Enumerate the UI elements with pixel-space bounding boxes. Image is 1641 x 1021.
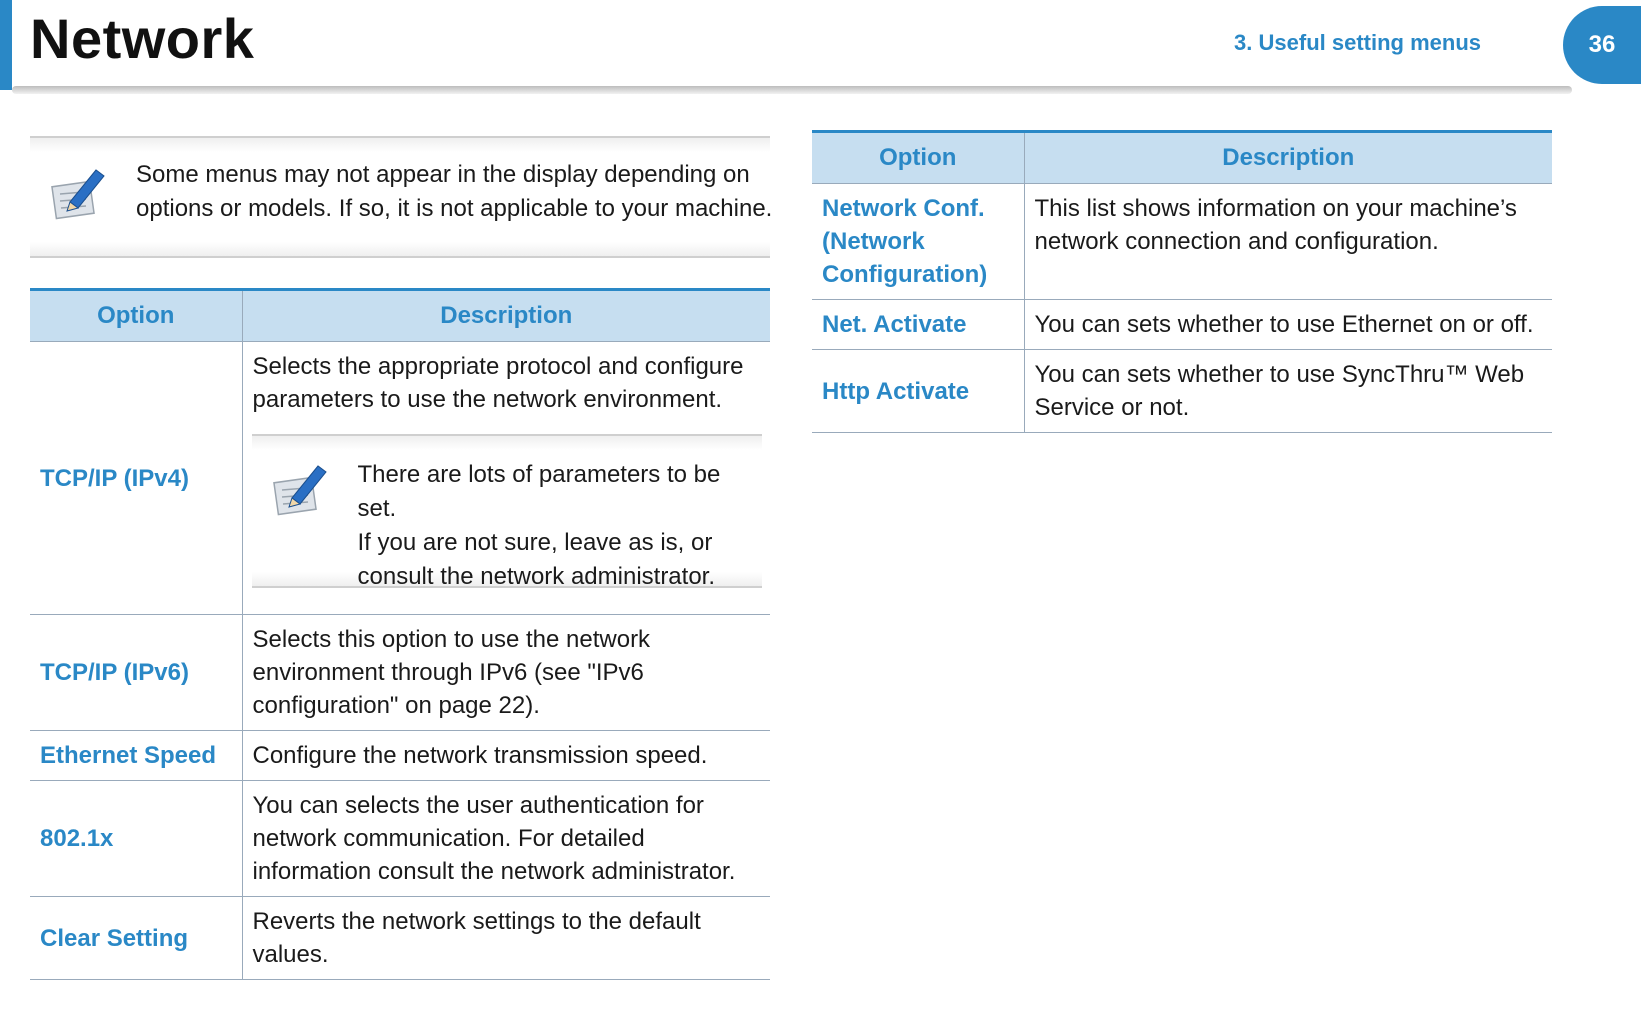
page-number-badge: 36: [1563, 6, 1641, 84]
option-name: Http Activate: [812, 350, 1024, 433]
option-name: Network Conf. (Network Configuration): [812, 184, 1024, 300]
column-header-description: Description: [1024, 132, 1552, 184]
column-header-description: Description: [242, 290, 770, 342]
option-description: You can sets whether to use SyncThru™ Web Service or not.: [1024, 350, 1552, 433]
option-description: You can sets whether to use Ethernet on or off.: [1024, 300, 1552, 350]
table-row: [30, 342, 770, 615]
option-description: You can selects the user authentication for network communication. For detailed information consult the network administrator.: [242, 781, 770, 897]
pencil-note-icon: [270, 458, 332, 520]
option-name: Clear Setting: [30, 897, 242, 980]
header-divider: [12, 86, 1572, 94]
option-description: Configure the network transmission speed.: [242, 731, 770, 781]
note-box: [30, 136, 773, 258]
column-header-option: Option: [812, 132, 1024, 184]
option-description: Reverts the network settings to the default values.: [242, 897, 770, 980]
table-row: [30, 897, 770, 980]
page-title: Network: [30, 7, 255, 70]
option-description: Selects the appropriate protocol and configure parameters to use the network environment.: [252, 353, 744, 413]
right-options-table: [812, 130, 1552, 433]
table-row: [812, 184, 1552, 300]
option-name: TCP/IP (IPv4): [30, 342, 242, 615]
chapter-link[interactable]: 3. Useful setting menus: [1234, 30, 1481, 55]
pencil-note-icon: [48, 162, 110, 224]
table-header-row: [30, 290, 770, 342]
inner-note-line: If you are not sure, leave as is, or: [357, 529, 713, 556]
table-row: [812, 350, 1552, 433]
left-options-table: [30, 288, 770, 980]
option-name: 802.1x: [30, 781, 242, 897]
option-description: Selects this option to use the network environment through IPv6 (see "IPv6 configuration" on page 22).: [242, 615, 770, 731]
inner-note-box: [252, 434, 762, 588]
option-description-cell: [242, 342, 770, 615]
table-header-row: [812, 132, 1552, 184]
option-name: TCP/IP (IPv6): [30, 615, 242, 731]
header-accent-bar: [0, 0, 12, 90]
option-name: Ethernet Speed: [30, 731, 242, 781]
column-header-option: Option: [30, 290, 242, 342]
table-row: [812, 300, 1552, 350]
inner-note-line: consult the network administrator.: [357, 563, 716, 590]
note-text-line: Some menus may not appear in the display depending on: [136, 161, 750, 188]
note-text-line: options or models. If so, it is not applicable to your machine.: [136, 195, 773, 222]
table-row: [30, 781, 770, 897]
option-description: This list shows information on your machine’s network connection and configuration.: [1024, 184, 1552, 300]
table-row: [30, 731, 770, 781]
table-row: [30, 615, 770, 731]
inner-note-line: There are lots of parameters to be set.: [357, 461, 721, 522]
option-name: Net. Activate: [812, 300, 1024, 350]
